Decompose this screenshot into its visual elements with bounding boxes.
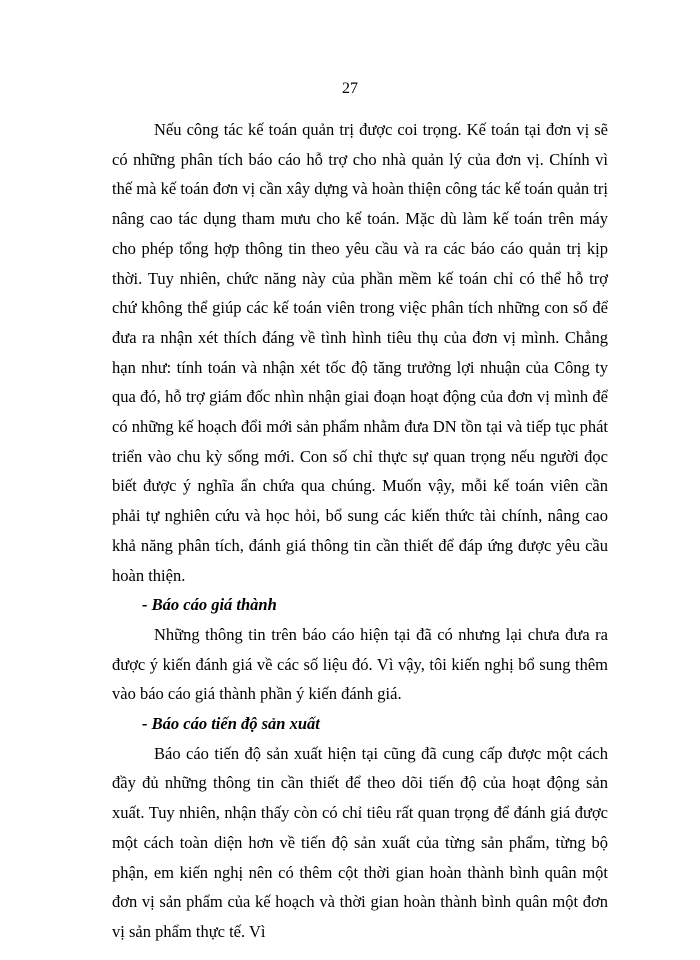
page-number: 27 [342, 80, 358, 97]
heading-production-progress-report: - Báo cáo tiến độ sản xuất [142, 714, 320, 734]
heading-cost-report: - Báo cáo giá thành [142, 595, 277, 615]
paragraph-cost-report: Những thông tin trên báo cáo hiện tại đã có nhưng lại chưa đưa ra được ý kiến đánh giá về các số liệu đó. Vì vậy, tôi kiến nghị bổ sung thêm vào báo cáo giá thành phần ý kiến đánh giá. [112, 624, 608, 704]
paragraph-management-accounting: Nếu công tác kế toán quản trị được coi trọng. Kế toán tại đơn vị sẽ có những phân tích báo cáo hỗ trợ cho nhà quản lý của đơn vị. Chính vì thế mà kế toán đơn vị cần xây dựng và hoàn thiện công tác kế toán quản trị nâng cao tác dụng tham mưu cho kế toán. Mặc dù làm kế toán trên máy cho phép tổng hợp thông tin theo yêu cầu và ra các báo cáo quản trị kịp thời. Tuy nhiên, chức năng này của phần mềm kế toán chỉ có thể hỗ trợ chứ không thể giúp các kế toán viên trong việc phân tích những con số để đưa ra nhận xét thích đáng về tình hình tiêu thụ của đơn vị mình. Chẳng hạn như: tính toán và nhận xét tốc độ tăng trưởng lợi nhuận của Công ty qua đó, hỗ trợ giám đốc nhìn nhận giai đoạn hoạt động của đơn vị mình để có những kế hoạch đổi mới sản phẩm nhằm đưa DN tồn tại và tiếp tục phát triển vào chu kỳ sống mới. Con số chỉ thực sự quan trọng nếu người đọc biết được ý nghĩa ẩn chứa qua chúng. Muốn vậy, mỗi kế toán viên cần phải tự nghiên cứu và học hỏi, bổ sung các kiến thức tài chính, nâng cao khả năng phân tích, đánh giá thông tin cần thiết để đáp ứng được yêu cầu hoàn thiện. [112, 120, 608, 585]
document-body [112, 115, 608, 947]
paragraph-production-progress: Báo cáo tiến độ sản xuất hiện tại cũng đã cung cấp được một cách đầy đủ những thông tin cần thiết để theo dõi tiến độ của hoạt động sản xuất. Tuy nhiên, nhận thấy còn có chỉ tiêu rất quan trọng để đánh giá được một cách toàn diện hơn về tiến độ sản xuất của từng sản phẩm, từng bộ phận, em kiến nghị nên có thêm cột thời gian hoàn thành bình quân một đơn vị sản phẩm của kế hoạch và thời gian hoàn thành bình quân một đơn vị sản phẩm thực tế. Vì [112, 743, 608, 941]
